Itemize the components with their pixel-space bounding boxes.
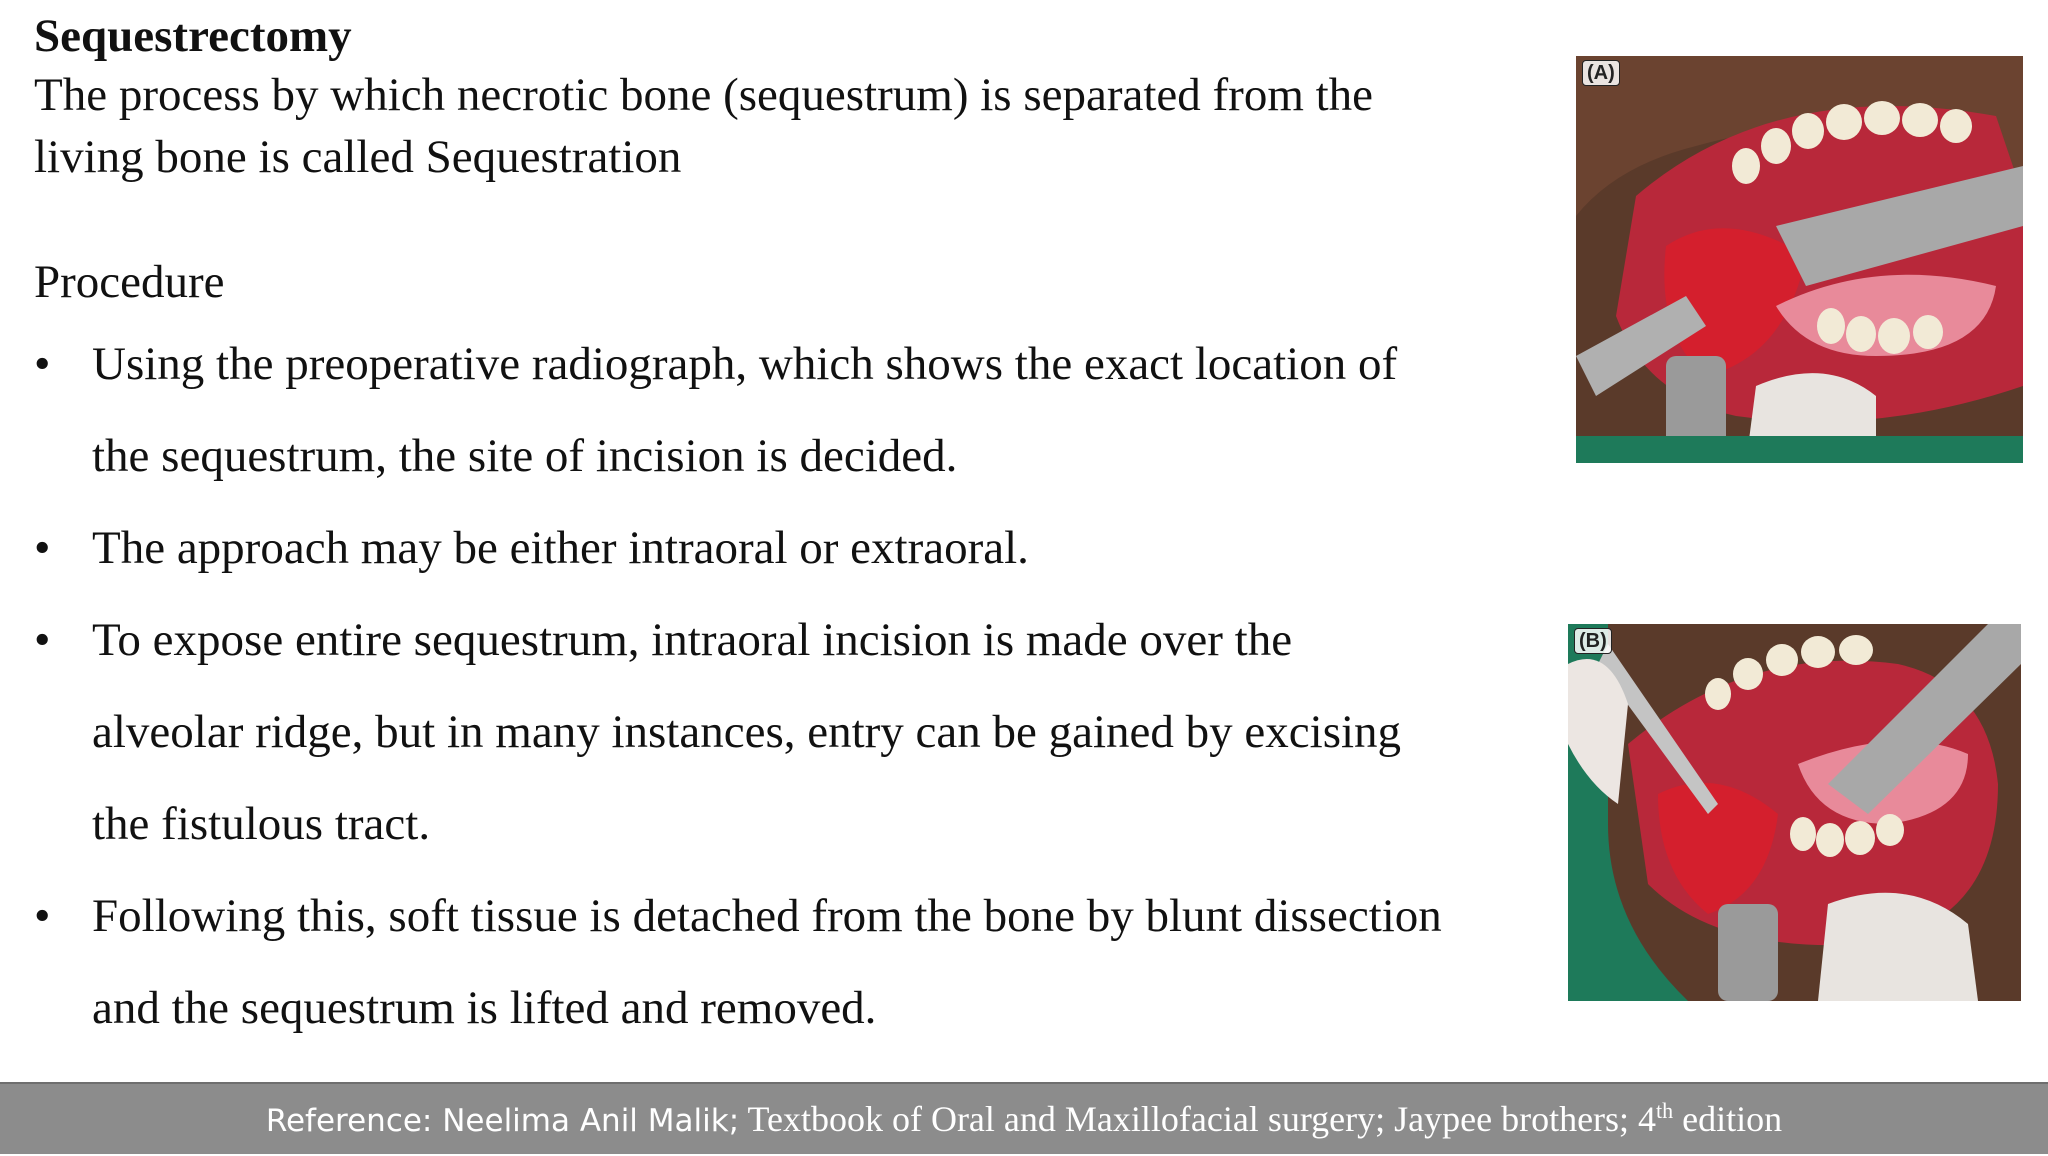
list-item	[34, 594, 1574, 870]
surgical-photo-a	[1576, 56, 2023, 463]
list-item-line: the fistulous tract.	[92, 798, 431, 850]
list-item-line: To expose entire sequestrum, intraoral incision is made over the	[92, 614, 1293, 666]
slide-content	[34, 8, 1574, 1054]
reference-lead: Reference: Neelima Anil Malik;	[265, 1103, 740, 1139]
surgical-photo-b	[1568, 624, 2021, 1001]
reference-footer	[0, 1082, 2048, 1154]
reference-edition: edition	[1682, 1099, 1783, 1139]
definition-line-1: The process by which necrotic bone (sequestrum) is separated from the	[34, 69, 1374, 121]
bullet-icon: •	[34, 890, 51, 942]
bullet-icon: •	[34, 522, 51, 574]
list-item-line: alveolar ridge, but in many instances, entry can be gained by excising	[92, 706, 1402, 758]
list-item-line: Using the preoperative radiograph, which shows the exact location of	[92, 338, 1398, 390]
list-item	[34, 318, 1574, 502]
bullet-icon: •	[34, 614, 51, 666]
list-item-line: and the sequestrum is lifted and removed.	[92, 982, 877, 1034]
list-item-line: the sequestrum, the site of incision is decided.	[92, 430, 958, 482]
procedure-heading: Procedure	[34, 256, 225, 308]
list-item-line: The approach may be either intraoral or extraoral.	[92, 522, 1029, 574]
bullet-icon: •	[34, 338, 51, 390]
list-item	[34, 502, 1574, 594]
figure-label-b: (B)	[1574, 628, 1612, 654]
slide-title: Sequestrectomy	[34, 10, 352, 62]
definition-line-2: living bone is called Sequestration	[34, 131, 682, 183]
reference-citation: Textbook of Oral and Maxillofacial surgery; Jaypee brothers; 4	[747, 1099, 1657, 1139]
procedure-list	[34, 318, 1574, 1054]
list-item	[34, 870, 1574, 1054]
definition-text	[34, 64, 1574, 188]
surgical-photo-a-illustration	[1576, 56, 2023, 463]
list-item-line: Following this, soft tissue is detached from the bone by blunt dissection	[92, 890, 1442, 942]
figure-label-a: (A)	[1582, 60, 1620, 86]
surgical-photo-b-illustration	[1568, 624, 2021, 1001]
edition-superscript: th	[1656, 1098, 1674, 1123]
